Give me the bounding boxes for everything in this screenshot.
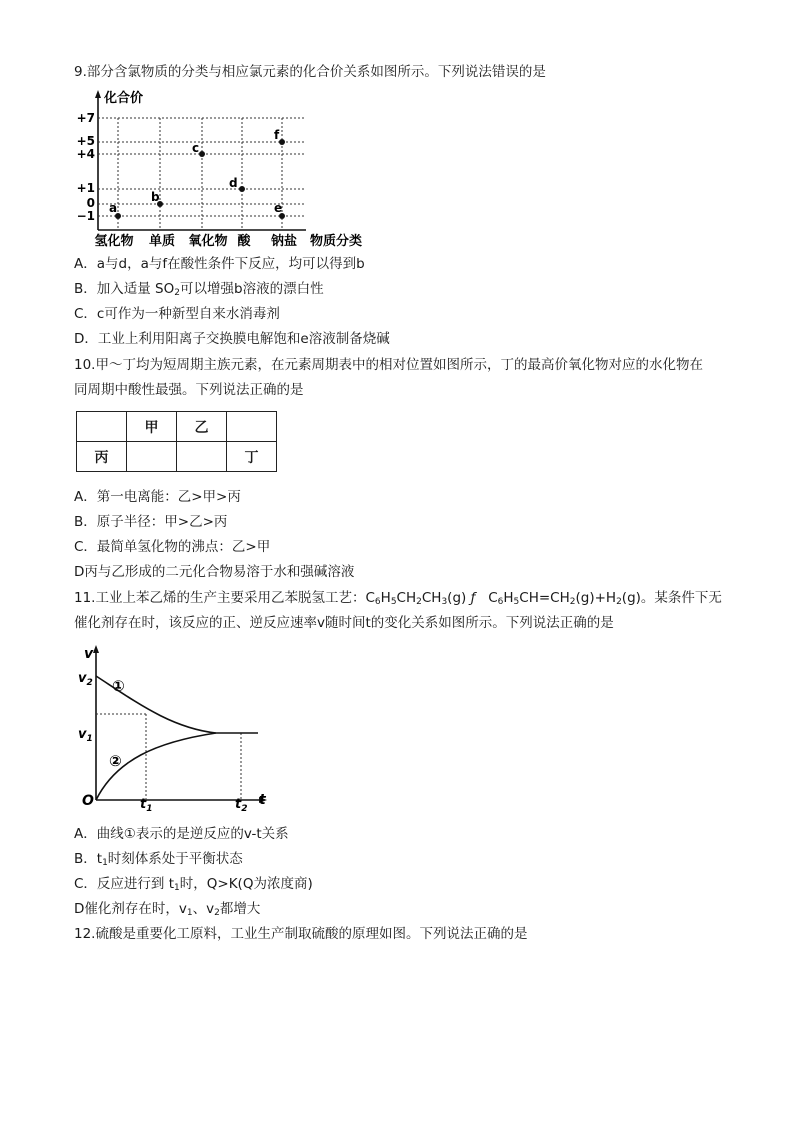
q11-option-a: A．曲线①表示的是逆反应的v-t关系 bbox=[74, 826, 289, 842]
y-axis-label: v bbox=[84, 646, 94, 662]
origin-label: O bbox=[82, 793, 94, 809]
x-axis-label: t bbox=[259, 792, 266, 808]
q11-rate-time-graph bbox=[76, 642, 286, 812]
y-tick: +5 bbox=[76, 134, 95, 148]
point-label: d bbox=[229, 176, 238, 190]
q9-option-c: C．c可作为一种新型自来水消毒剂 bbox=[74, 306, 280, 322]
q10-option-c: C．最简单氢化物的沸点：乙>甲 bbox=[74, 539, 271, 555]
q10-option-b: B．原子半径：甲>乙>丙 bbox=[74, 514, 228, 530]
x-label: 单质 bbox=[148, 234, 176, 248]
q9-option-a: A．a与d，a与f在酸性条件下反应，均可以得到b bbox=[74, 256, 365, 272]
t1-label: $t_1$ bbox=[140, 797, 153, 812]
x-label: 氧化物 bbox=[188, 234, 228, 248]
y-tick: +7 bbox=[76, 111, 95, 125]
table-cell-bing: 丙 bbox=[77, 442, 127, 472]
periodic-table-fragment bbox=[76, 411, 277, 472]
point-label: e bbox=[274, 201, 283, 215]
point-d bbox=[239, 186, 245, 192]
y-tick: 0 bbox=[86, 196, 95, 210]
y-tick: +4 bbox=[76, 147, 95, 161]
q11-option-c: C．反应进行到 $t_1$时，Q>K(Q为浓度商) bbox=[74, 876, 313, 893]
v2-label: $v_2$ bbox=[78, 671, 93, 688]
t2-label: $t_2$ bbox=[235, 797, 248, 812]
q10-option-a: A．第一电离能：乙>甲>丙 bbox=[74, 489, 241, 505]
table-cell bbox=[177, 442, 227, 472]
y-axis-title: 化合价 bbox=[104, 91, 144, 106]
point-label: b bbox=[151, 190, 160, 204]
table-cell-ding: 丁 bbox=[227, 442, 277, 472]
y-tick: +1 bbox=[76, 181, 95, 195]
q12-stem: 12.硫酸是重要化工原料，工业生产制取硫酸的原理如图。下列说法正确的是 bbox=[74, 926, 528, 942]
q9-valence-chart bbox=[74, 88, 374, 248]
point-label: f bbox=[274, 128, 280, 142]
q9-option-b: B．加入适量 $SO_2$可以增强b溶液的漂白性 bbox=[74, 281, 324, 298]
q10-stem-line2: 同周期中酸性最强。下列说法正确的是 bbox=[74, 382, 304, 398]
point-c bbox=[199, 151, 205, 157]
q9-stem: 9.部分含氯物质的分类与相应氯元素的化合价关系如图所示。下列说法错误的是 bbox=[74, 64, 546, 80]
point-label: c bbox=[192, 141, 200, 155]
point-label: a bbox=[109, 201, 118, 215]
q9-option-d: D．工业上利用阳离子交换膜电解饱和e溶液制备烧碱 bbox=[74, 331, 390, 347]
q11-option-b: B．$t_1$时刻体系处于平衡状态 bbox=[74, 851, 243, 868]
x-axis-title: 物质分类 bbox=[309, 234, 363, 248]
q11-stem-line1: 11.工业上苯乙烯的生产主要采用乙苯脱氢工艺：$C_6H_5CH_2CH_3(g)$ ƒ $C_6H_5CH=CH_2(g)+H_2(g)$。某条件下无 bbox=[74, 590, 722, 607]
x-label: 钠盐 bbox=[270, 234, 298, 248]
x-label: 酸 bbox=[237, 234, 251, 248]
table-cell-yi: 乙 bbox=[177, 412, 227, 442]
table-cell bbox=[77, 412, 127, 442]
q11-stem-line2: 催化剂存在时，该反应的正、逆反应速率v随时间t的变化关系如图所示。下列说法正确的是 bbox=[74, 615, 614, 631]
table-cell bbox=[227, 412, 277, 442]
q10-stem-line1: 10.甲～丁均为短周期主族元素，在元素周期表中的相对位置如图所示，丁的最高价氧化物对应的水化物在 bbox=[74, 357, 703, 373]
point-f bbox=[279, 139, 285, 145]
q11-option-d: D催化剂存在时，$v_1$、$v_2$都增大 bbox=[74, 901, 261, 918]
q10-option-d: D丙与乙形成的二元化合物易溶于水和强碱溶液 bbox=[74, 564, 355, 580]
table-cell-jia: 甲 bbox=[127, 412, 177, 442]
curve-1-label: ① bbox=[112, 677, 125, 695]
y-tick: −1 bbox=[76, 209, 95, 223]
table-cell bbox=[127, 442, 177, 472]
v1-label: $v_1$ bbox=[78, 727, 93, 744]
x-label: 氢化物 bbox=[94, 234, 134, 248]
curve-2-label: ② bbox=[109, 752, 122, 770]
